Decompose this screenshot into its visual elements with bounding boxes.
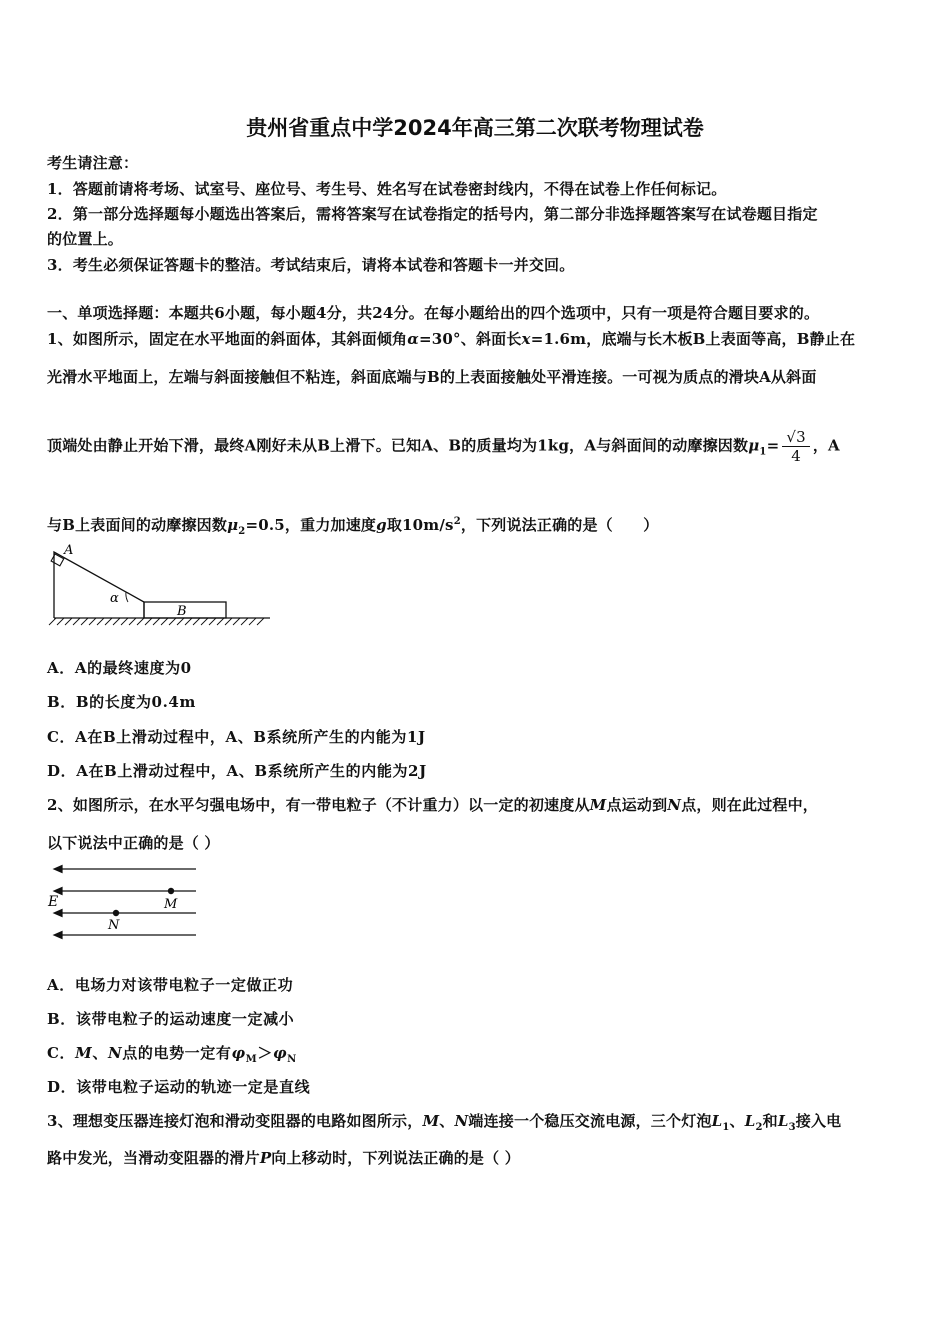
label-a: A <box>64 543 74 558</box>
page-title: 贵州省重点中学2024年高三第二次联考物理试卷 <box>246 116 704 140</box>
q3-line-1: 3、理想变压器连接灯泡和滑动变阻器的电路如图所示，M、N端连接一个稳压交流电源，三个灯泡$L_1$、$L_2$和$L_3$接入电 <box>47 1112 842 1133</box>
label-n: N <box>108 918 120 933</box>
notice-item-2-cont: 的位置上。 <box>47 230 124 248</box>
label-m: M <box>164 897 178 912</box>
q1-option-a: A．A的最终速度为0 <box>47 659 192 677</box>
q2-option-b: B．该带电粒子的运动速度一定减小 <box>47 1010 295 1028</box>
q1-line-3: 顶端处由静止开始下滑，最终A刚好未从B上滑下。已知A、B的质量均为1kg，A与斜面间的动摩擦因数$\mu_1=$ $\frac{√3}{4}$ ，A <box>47 428 840 465</box>
electric-field-figure <box>44 858 204 948</box>
notice-item-2: 2．第一部分选择题每小题选出答案后，需将答案写在试卷指定的括号内，第二部分非选择题答案写在试卷题目指定 <box>47 205 818 223</box>
point-m <box>168 888 174 894</box>
incline-figure <box>44 540 274 630</box>
fraction-sqrt3-over-4: $\frac{√3}{4}$ <box>782 428 810 465</box>
point-n <box>113 910 119 916</box>
q1-option-b: B．B的长度为0.4m <box>47 693 196 711</box>
q1-line-2: 光滑水平地面上，左端与斜面接触但不粘连，斜面底端与B的上表面接触处平滑连接。一可视为质点的滑块A从斜面 <box>47 368 817 386</box>
notice-item-3: 3．考生必须保证答题卡的整洁。考试结束后，请将本试卷和答题卡一并交回。 <box>47 256 575 274</box>
q3-line-2: 路中发光，当滑动变阻器的滑片P向上移动时，下列说法正确的是（ ） <box>47 1149 520 1167</box>
q1-option-d: D．A在B上滑动过程中，A、B系统所产生的内能为2J <box>47 762 427 780</box>
q1-option-c: C．A在B上滑动过程中，A、B系统所产生的内能为1J <box>47 728 426 746</box>
q2-option-c: C．M、N点的电势一定有$\varphi_M>\varphi_N$ <box>47 1044 297 1065</box>
q1-line-4: 与B上表面间的动摩擦因数$\mu_2=0.5$，重力加速度g取$10m/s^2$，下列说法正确的是（ ） <box>47 516 659 537</box>
q2-option-a: A．电场力对该带电粒子一定做正功 <box>47 976 294 994</box>
incline-shape <box>54 552 144 618</box>
label-e: E <box>48 894 59 910</box>
q1-line-1: 1、如图所示，固定在水平地面的斜面体，其斜面倾角α=30°、斜面长x=1.6m，底端与长木板B上表面等高，B静止在 <box>47 330 856 348</box>
q2-option-d: D．该带电粒子运动的轨迹一定是直线 <box>47 1078 311 1096</box>
q2-line-1: 2、如图所示，在水平匀强电场中，有一带电粒子（不计重力）以一定的初速度从M点运动到N点，则在此过程中， <box>47 796 819 814</box>
section-heading: 一、单项选择题：本题共6小题，每小题4分，共24分。在每小题给出的四个选项中，只有一项是符合题目要求的。 <box>47 304 820 322</box>
label-alpha: α <box>110 591 119 606</box>
notice-heading: 考生请注意： <box>47 154 139 172</box>
notice-item-1: 1．答题前请将考场、试室号、座位号、考生号、姓名写在试卷密封线内，不得在试卷上作任何标记。 <box>47 180 727 198</box>
label-b: B <box>177 604 187 619</box>
q2-line-2: 以下说法中正确的是（ ） <box>47 834 220 852</box>
